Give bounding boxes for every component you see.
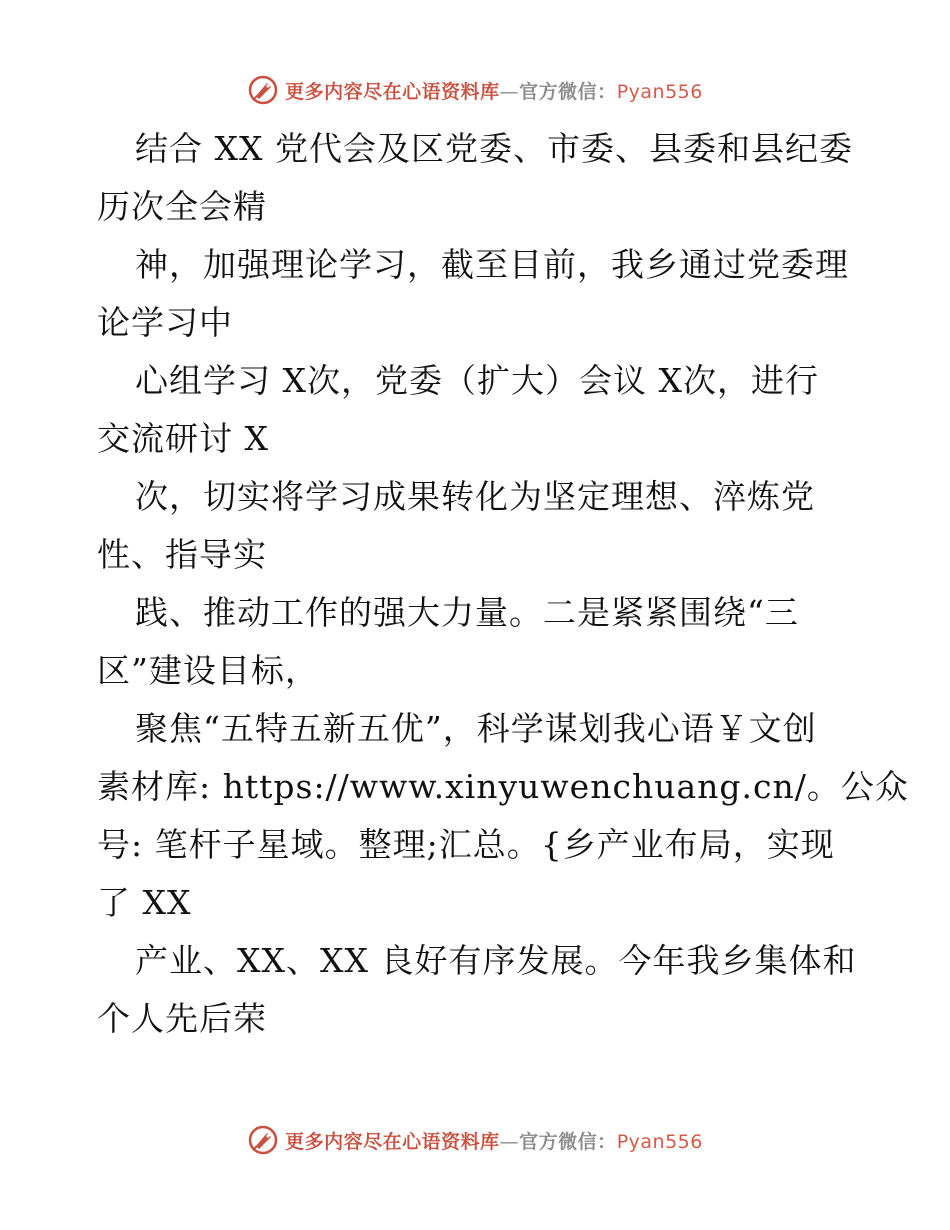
document-line: 神，加强理论学习，截至目前，我乡通过党委理 xyxy=(135,245,849,284)
document-line: 性、指导实 xyxy=(97,535,267,574)
watermark-wechat-label: 官方微信： xyxy=(519,1130,617,1153)
document-line: 次，切实将学习成果转化为坚定理想、淬炼党 xyxy=(135,477,815,516)
watermark-site-text: 更多内容尽在心语资料库 xyxy=(285,80,500,103)
footer-watermark xyxy=(0,1120,950,1160)
document-line: 了 XX xyxy=(97,883,192,922)
header-watermark xyxy=(0,70,950,110)
document-line: 号: 笔杆子星域。整理;汇总。{乡产业布局，实现 xyxy=(97,825,835,864)
watermark-wechat-label: 官方微信： xyxy=(519,80,617,103)
document-line: 产业、XX、XX 良好有序发展。今年我乡集体和 xyxy=(135,941,857,980)
document-line: 素材库: https://www.xinyuwenchuang.cn/。公众 xyxy=(97,767,909,806)
watermark-site-text: 更多内容尽在心语资料库 xyxy=(285,1130,500,1153)
document-line: 历次全会精 xyxy=(97,187,267,226)
watermark-wechat-id: Pyan556 xyxy=(616,80,703,103)
document-line: 区”建设目标， xyxy=(97,651,319,690)
document-line: 践、推动工作的强大力量。二是紧紧围绕“三 xyxy=(135,593,799,632)
document-line: 交流研讨 X xyxy=(97,419,269,458)
document-line: 论学习中 xyxy=(97,303,233,342)
document-line: 个人先后荣 xyxy=(97,999,267,1038)
watermark-text xyxy=(285,1127,703,1154)
document-line: 聚焦“五特五新五优”，科学谋划我心语￥文创 xyxy=(135,709,817,748)
watermark-separator: — xyxy=(499,1130,520,1153)
pen-nib-logo-icon xyxy=(247,1124,279,1156)
document-body xyxy=(97,120,909,1048)
document-line: 结合 XX 党代会及区党委、市委、县委和县纪委 xyxy=(135,129,853,168)
watermark-wechat-id: Pyan556 xyxy=(616,1130,703,1153)
watermark-text xyxy=(285,77,703,104)
document-line: 心组学习 X次，党委（扩大）会议 X次，进行 xyxy=(135,361,819,400)
pen-nib-logo-icon xyxy=(247,74,279,106)
watermark-separator: — xyxy=(499,80,520,103)
